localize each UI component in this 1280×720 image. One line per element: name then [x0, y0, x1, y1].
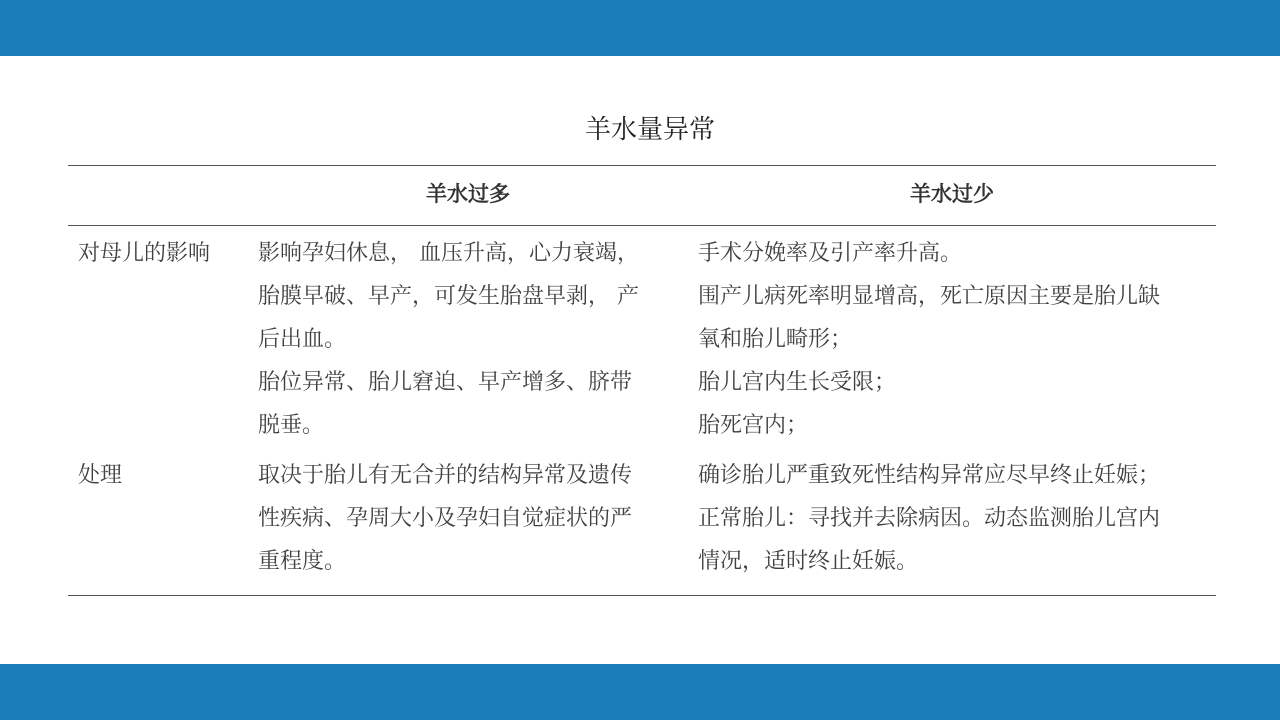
table-header-rule	[68, 225, 1216, 226]
header-bar	[0, 0, 1280, 56]
text-line: 正常胎儿：寻找并去除病因。动态监测胎儿宫内	[698, 506, 1161, 531]
text-line: 情况，适时终止妊娠。	[698, 549, 919, 574]
text-line: 后出血。	[258, 327, 347, 352]
footer-bar	[0, 664, 1280, 720]
text-line: 手术分娩率及引产率升高。	[698, 241, 963, 266]
cell-impact-excess	[258, 232, 639, 447]
cell-treatment-deficit	[698, 454, 1160, 583]
text-line: 性疾病、孕周大小及孕妇自觉症状的严	[258, 506, 633, 531]
column-header-deficit: 羊水过少	[910, 182, 994, 206]
text-line: 胎膜早破、早产，可发生胎盘早剥， 产	[258, 284, 639, 309]
text-line: 胎死宫内；	[698, 413, 809, 438]
text-line: 确诊胎儿严重致死性结构异常应尽早终止妊娠；	[698, 463, 1161, 488]
text-line: 脱垂。	[258, 413, 325, 438]
row-label-impact: 对母儿的影响	[78, 241, 211, 266]
row-label-treatment: 处理	[78, 463, 123, 488]
text-line: 围产儿病死率明显增高，死亡原因主要是胎儿缺	[698, 284, 1161, 309]
text-line: 影响孕妇休息， 血压升高，心力衰竭，	[258, 241, 639, 266]
table-bottom-rule	[68, 595, 1216, 596]
text-line: 胎儿宫内生长受限；	[698, 370, 897, 395]
text-line: 重程度。	[258, 549, 347, 574]
text-line: 氧和胎儿畸形；	[698, 327, 853, 352]
table-top-rule	[68, 165, 1216, 166]
cell-treatment-excess	[258, 454, 632, 583]
column-header-excess: 羊水过多	[426, 182, 510, 206]
cell-impact-deficit	[698, 232, 1160, 447]
text-line: 胎位异常、胎儿窘迫、早产增多、脐带	[258, 370, 633, 395]
text-line: 取决于胎儿有无合并的结构异常及遗传	[258, 463, 633, 488]
slide-title: 羊水量异常	[584, 115, 715, 145]
